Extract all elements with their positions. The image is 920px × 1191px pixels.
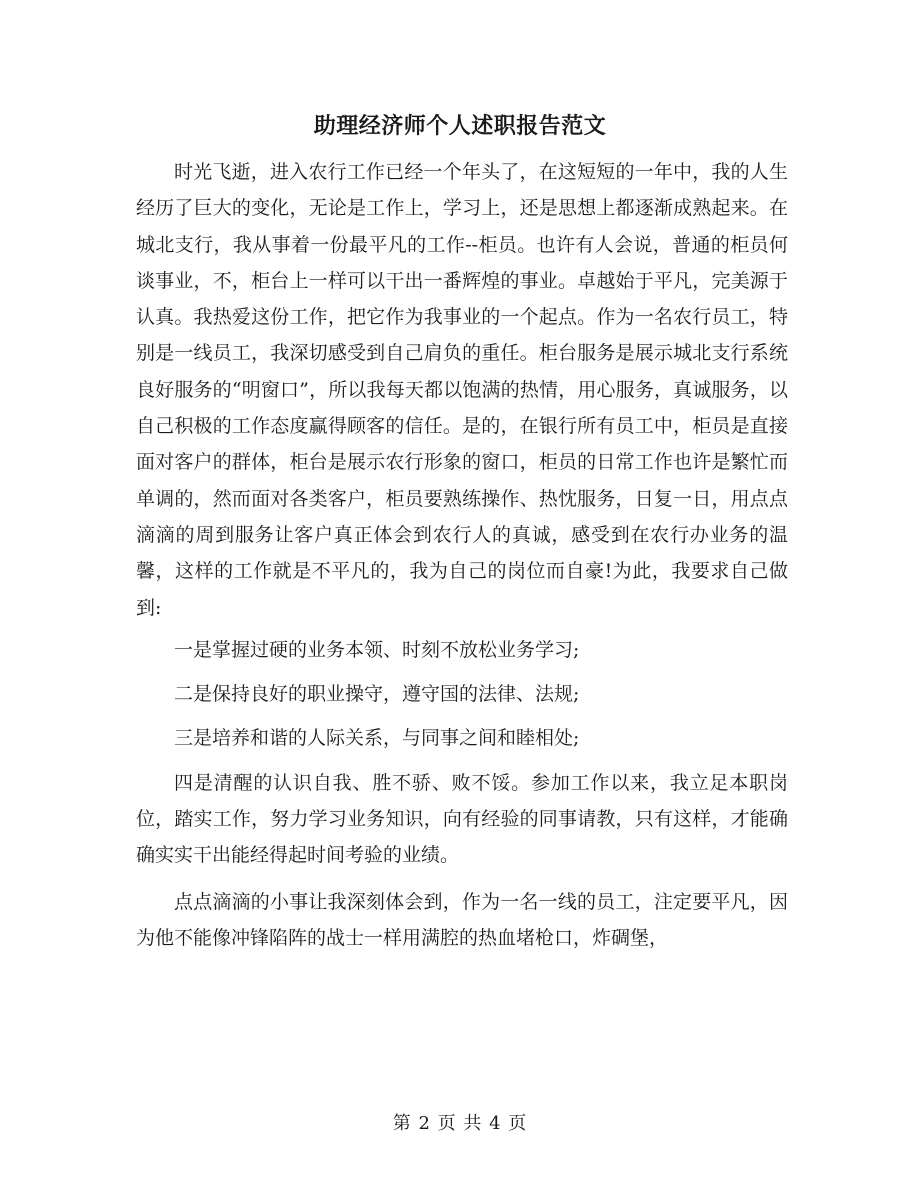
paragraph-intro: 时光飞逝，进入农行工作已经一个年头了，在这短短的一年中，我的人生经历了巨大的变化，无论是工作上，学习上，还是思想上都逐渐成熟起来。在城北支行，我从事着一份最平凡的工作--柜员。也许有人会说，普通的柜员何谈事业，不，柜台上一样可以干出一番辉煌的事业。卓越始于平凡，完美源于认真。我热爱这份工作，把它作为我事业的一个起点。作为一名农行员工，特别是一线员工，我深切感受到自己肩负的重任。柜台服务是展示城北支行系统良好服务的“明窗口”，所以我每天都以饱满的热情，用心服务，真诚服务，以自己积极的工作态度赢得顾客的信任。是的，在银行所有员工中，柜员是直接面对客户的群体，柜台是展示农行形象的窗口，柜员的日常工作也许是繁忙而单调的，然而面对各类客户，柜员要熟练操作、热忱服务，日复一日，用点点滴滴的周到服务让客户真正体会到农行人的真诚，感受到在农行办业务的温馨，这样的工作就是不平凡的，我为自己的岗位而自豪!为此，我要求自己做到: (136, 161, 788, 619)
paragraph-closing: 点点滴滴的小事让我深刻体会到，作为一名一线的员工，注定要平凡，因为他不能像冲锋陷阵的战士一样用满腔的热血堵枪口，炸碉堡， (136, 890, 788, 949)
document-body (136, 154, 788, 962)
list-item-4: 四是清醒的认识自我、胜不骄、败不馁。参加工作以来，我立足本职岗位，踏实工作，努力学习业务知识，向有经验的同事请教，只有这样，才能确确实实干出能经得起时间考验的业绩。 (136, 771, 788, 867)
list-item-1: 一是掌握过硬的业务本领、时刻不放松业务学习; (174, 638, 580, 661)
list-item-3: 三是培养和谐的人际关系，与同事之间和睦相处; (174, 727, 580, 750)
page-number-footer: 第 2 页 共 4 页 (392, 1113, 528, 1134)
document-title: 助理经济师个人述职报告范文 (313, 113, 607, 139)
list-item-2: 二是保持良好的职业操守，遵守国的法律、法规; (174, 683, 580, 706)
